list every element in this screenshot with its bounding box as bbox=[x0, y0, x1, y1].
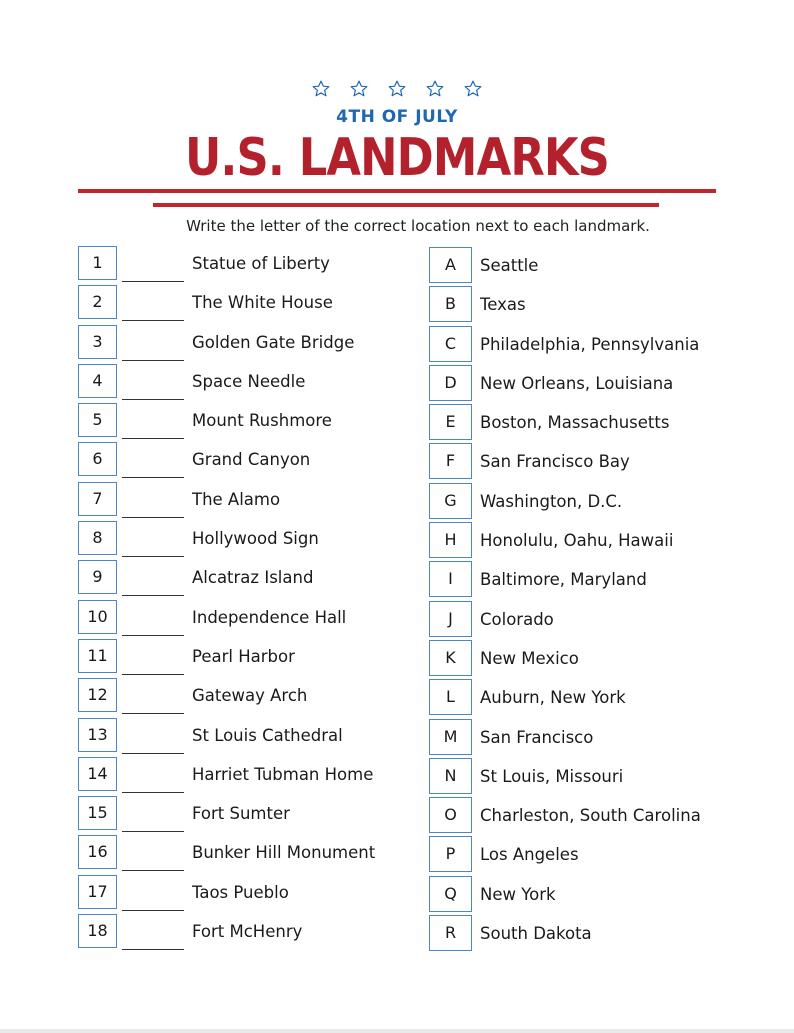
landmark-number: 12 bbox=[78, 678, 117, 712]
landmark-number: 14 bbox=[78, 757, 117, 791]
landmark-number: 5 bbox=[78, 403, 117, 437]
landmark-row bbox=[78, 285, 408, 324]
location-name: Los Angeles bbox=[480, 845, 579, 865]
answer-blank[interactable] bbox=[122, 595, 184, 596]
location-letter: A bbox=[429, 247, 472, 283]
landmark-name: Independence Hall bbox=[192, 607, 347, 627]
location-name: New Mexico bbox=[480, 648, 579, 668]
location-row bbox=[429, 521, 759, 560]
landmark-row bbox=[78, 639, 408, 678]
landmark-row bbox=[78, 757, 408, 796]
landmark-name: St Louis Cathedral bbox=[192, 725, 343, 745]
location-name: St Louis, Missouri bbox=[480, 766, 624, 786]
location-letter: M bbox=[429, 719, 472, 755]
location-letter: P bbox=[429, 836, 472, 872]
star-icon bbox=[416, 76, 454, 100]
landmark-name: Harriet Tubman Home bbox=[192, 764, 374, 784]
location-name: San Francisco Bay bbox=[480, 452, 630, 472]
location-name: New York bbox=[480, 884, 556, 904]
subtitle: 4TH OF JULY bbox=[336, 107, 458, 127]
landmark-number: 2 bbox=[78, 285, 117, 319]
landmark-row bbox=[78, 364, 408, 403]
location-row bbox=[429, 796, 759, 835]
location-name: Texas bbox=[480, 295, 526, 315]
answer-blank[interactable] bbox=[122, 517, 184, 518]
location-letter: I bbox=[429, 561, 472, 597]
answer-blank[interactable] bbox=[122, 949, 184, 950]
instructions: Write the letter of the correct location next to each landmark. bbox=[186, 217, 650, 235]
answer-blank[interactable] bbox=[122, 870, 184, 871]
location-row bbox=[429, 482, 759, 521]
location-list bbox=[429, 246, 759, 953]
landmark-name: Space Needle bbox=[192, 371, 306, 391]
landmark-name: Hollywood Sign bbox=[192, 529, 319, 549]
location-name: Philadelphia, Pennsylvania bbox=[480, 334, 700, 354]
answer-blank[interactable] bbox=[122, 399, 184, 400]
landmark-number: 17 bbox=[78, 875, 117, 909]
location-name: Honolulu, Oahu, Hawaii bbox=[480, 531, 674, 551]
landmark-row bbox=[78, 482, 408, 521]
location-letter: N bbox=[429, 758, 472, 794]
page-edge bbox=[0, 1029, 794, 1033]
landmark-number: 7 bbox=[78, 482, 117, 516]
location-letter: K bbox=[429, 640, 472, 676]
landmark-name: Gateway Arch bbox=[192, 686, 308, 706]
landmark-row bbox=[78, 796, 408, 835]
answer-blank[interactable] bbox=[122, 360, 184, 361]
location-name: Washington, D.C. bbox=[480, 491, 623, 511]
location-name: Charleston, South Carolina bbox=[480, 806, 701, 826]
landmark-name: Grand Canyon bbox=[192, 450, 311, 470]
answer-blank[interactable] bbox=[122, 910, 184, 911]
landmark-name: Golden Gate Bridge bbox=[192, 332, 355, 352]
location-name: South Dakota bbox=[480, 924, 592, 944]
landmark-name: The Alamo bbox=[192, 489, 281, 509]
location-letter: C bbox=[429, 326, 472, 362]
landmark-number: 15 bbox=[78, 796, 117, 830]
location-row bbox=[429, 285, 759, 324]
landmark-row bbox=[78, 403, 408, 442]
answer-blank[interactable] bbox=[122, 674, 184, 675]
star-icon bbox=[454, 76, 492, 100]
location-letter: O bbox=[429, 797, 472, 833]
location-name: New Orleans, Louisiana bbox=[480, 373, 674, 393]
location-row bbox=[429, 639, 759, 678]
answer-blank[interactable] bbox=[122, 635, 184, 636]
title-underline-long bbox=[78, 189, 716, 193]
landmark-row bbox=[78, 835, 408, 874]
location-row bbox=[429, 560, 759, 599]
landmark-number: 8 bbox=[78, 521, 117, 555]
landmark-name: Pearl Harbor bbox=[192, 646, 295, 666]
landmark-name: Fort McHenry bbox=[192, 922, 303, 942]
location-letter: B bbox=[429, 286, 472, 322]
answer-blank[interactable] bbox=[122, 281, 184, 282]
header-stars bbox=[0, 76, 794, 100]
location-name: Auburn, New York bbox=[480, 688, 626, 708]
answer-blank[interactable] bbox=[122, 831, 184, 832]
landmark-number: 11 bbox=[78, 639, 117, 673]
landmark-name: Mount Rushmore bbox=[192, 411, 332, 431]
answer-blank[interactable] bbox=[122, 753, 184, 754]
location-letter: D bbox=[429, 365, 472, 401]
landmark-row bbox=[78, 246, 408, 285]
location-letter: H bbox=[429, 522, 472, 558]
title-underline-short bbox=[153, 203, 659, 207]
page-title: U.S. LANDMARKS bbox=[184, 128, 610, 188]
landmark-name: Alcatraz Island bbox=[192, 568, 314, 588]
star-icon bbox=[302, 76, 340, 100]
location-name: Boston, Massachusetts bbox=[480, 413, 670, 433]
answer-blank[interactable] bbox=[122, 320, 184, 321]
star-icon bbox=[340, 76, 378, 100]
landmark-name: Taos Pueblo bbox=[192, 882, 289, 902]
star-icon bbox=[378, 76, 416, 100]
landmark-name: Statue of Liberty bbox=[192, 254, 330, 273]
landmark-row bbox=[78, 875, 408, 914]
location-name: San Francisco bbox=[480, 727, 594, 747]
landmark-name: The White House bbox=[192, 293, 333, 313]
landmark-number: 3 bbox=[78, 325, 117, 359]
location-letter: J bbox=[429, 601, 472, 637]
location-row bbox=[429, 600, 759, 639]
answer-blank[interactable] bbox=[122, 792, 184, 793]
location-row bbox=[429, 678, 759, 717]
landmark-row bbox=[78, 718, 408, 757]
location-name: Baltimore, Maryland bbox=[480, 570, 647, 590]
landmark-row bbox=[78, 678, 408, 717]
location-row bbox=[429, 835, 759, 874]
location-row bbox=[429, 403, 759, 442]
landmark-row bbox=[78, 325, 408, 364]
landmark-row bbox=[78, 560, 408, 599]
location-row bbox=[429, 246, 759, 285]
landmark-number: 4 bbox=[78, 364, 117, 398]
answer-blank[interactable] bbox=[122, 713, 184, 714]
landmark-number: 16 bbox=[78, 835, 117, 869]
location-letter: G bbox=[429, 483, 472, 519]
location-letter: Q bbox=[429, 876, 472, 912]
landmark-number: 13 bbox=[78, 718, 117, 752]
answer-blank[interactable] bbox=[122, 556, 184, 557]
location-row bbox=[429, 718, 759, 757]
landmark-number: 9 bbox=[78, 560, 117, 594]
location-row bbox=[429, 364, 759, 403]
answer-blank[interactable] bbox=[122, 477, 184, 478]
landmark-number: 6 bbox=[78, 442, 117, 476]
landmark-row bbox=[78, 914, 408, 953]
location-row bbox=[429, 757, 759, 796]
location-name: Colorado bbox=[480, 609, 554, 629]
location-letter: E bbox=[429, 404, 472, 440]
location-letter: L bbox=[429, 679, 472, 715]
landmark-row bbox=[78, 600, 408, 639]
landmark-number: 10 bbox=[78, 600, 117, 634]
answer-blank[interactable] bbox=[122, 438, 184, 439]
landmark-name: Fort Sumter bbox=[192, 804, 290, 824]
landmark-row bbox=[78, 442, 408, 481]
landmark-name: Bunker Hill Monument bbox=[192, 843, 376, 863]
location-row bbox=[429, 325, 759, 364]
location-name: Seattle bbox=[480, 256, 539, 275]
location-letter: F bbox=[429, 443, 472, 479]
location-letter: R bbox=[429, 915, 472, 951]
landmark-number: 1 bbox=[78, 246, 117, 280]
location-row bbox=[429, 914, 759, 953]
location-row bbox=[429, 875, 759, 914]
landmark-number: 18 bbox=[78, 914, 117, 948]
landmark-list bbox=[78, 246, 408, 953]
location-row bbox=[429, 442, 759, 481]
landmark-row bbox=[78, 521, 408, 560]
